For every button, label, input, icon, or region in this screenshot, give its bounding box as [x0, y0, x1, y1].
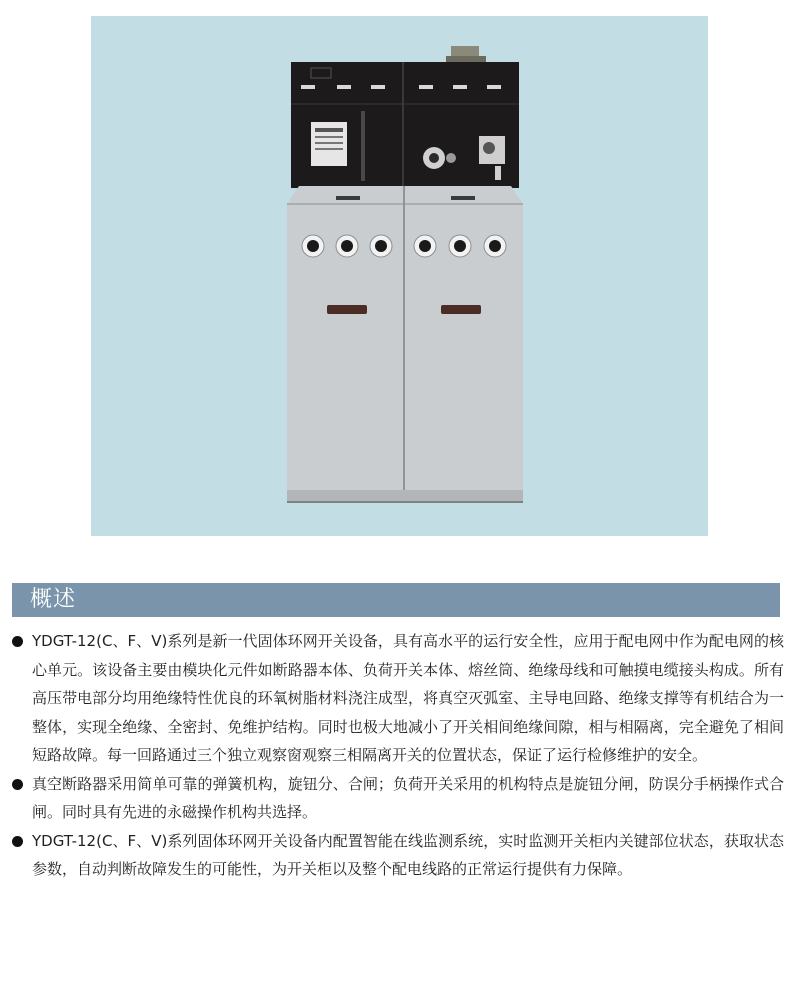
feature-item [12, 627, 784, 770]
feature-item [12, 770, 784, 827]
feature-list [12, 627, 784, 884]
left-door-handle [327, 305, 367, 314]
feature-text: YDGT-12(C、F、V)系列固体环网开关设备内配置智能在线监测系统，实时监测开关柜内关键部位状态，获取状态参数，自动判断故障发生的可能性，为开关柜以及整个配电线路的正常运行提供有力保障。 [32, 831, 784, 878]
bullet-icon [12, 836, 23, 847]
product-photo [91, 16, 708, 536]
switchgear-cabinet-illustration [91, 16, 708, 536]
right-door-handle [441, 305, 481, 314]
bullet-icon [12, 636, 23, 647]
left-cabinet [287, 186, 403, 502]
feature-item [12, 827, 784, 884]
overview-header-bar [12, 583, 780, 617]
bullet-icon [12, 779, 23, 790]
overview-title: 概述 [30, 587, 77, 612]
feature-text: YDGT-12(C、F、V)系列是新一代固体环网开关设备，具有高水平的运行安全性，应用于配电网中作为配电网的核心单元。该设备主要由模块化元件如断路器本体、负荷开关本体、熔丝筒、绝缘母线和可触摸电缆接头构成。所有高压带电部分均用绝缘特性优良的环氧树脂材料浇注成型，将真空灭弧室、主导电回路、绝缘支撑等有机结合为一整体，实现全绝缘、全密封、免维护结构。同时也极大地减小了开关相间绝缘间隙，相与相隔离，完全避免了相间短路故障。每一回路通过三个独立观察窗观察三相隔离开关的位置状态，保证了运行检修维护的安全。 [32, 632, 784, 764]
feature-text: 真空断路器采用简单可靠的弹簧机构，旋钮分、合闸；负荷开关采用的机构特点是旋钮分闸，防误分手柄操作式合闸。同时具有先进的永磁操作机构共选择。 [32, 774, 784, 821]
right-cabinet [405, 186, 523, 502]
